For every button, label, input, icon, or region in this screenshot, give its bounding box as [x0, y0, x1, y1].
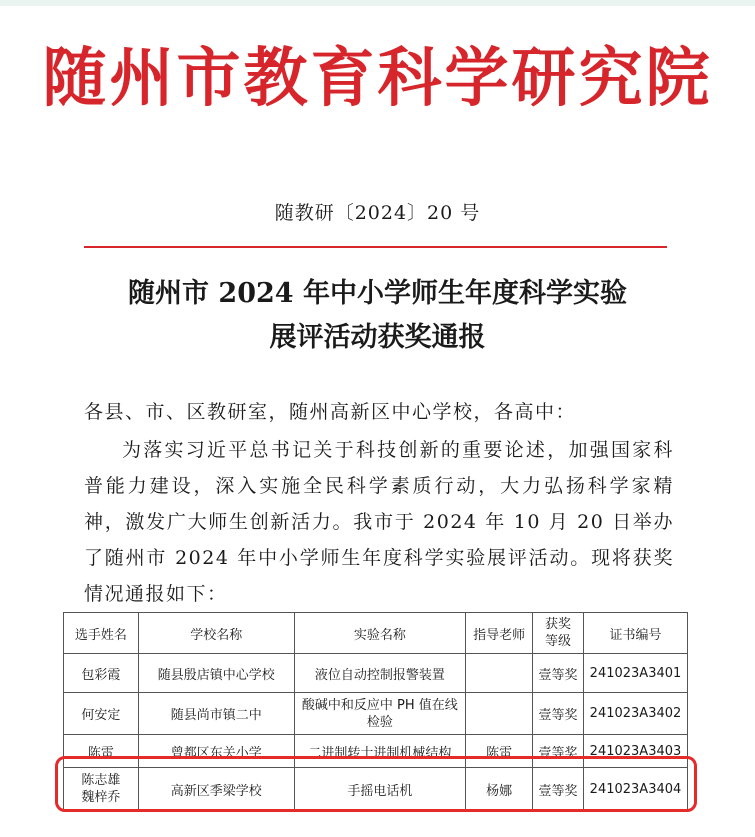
top-band: [0, 0, 755, 6]
header-cell: 学校名称: [138, 613, 294, 654]
table-cell: [466, 693, 533, 735]
table-cell: 高新区季梁学校: [138, 768, 294, 811]
title-line-1: 随州市 2024 年中小学师生年度科学实验: [128, 278, 627, 309]
header-cell: 实验名称: [294, 613, 466, 654]
table-header-row: [64, 613, 688, 654]
table-cell: 壹等奖: [533, 768, 584, 811]
header-cell: 指导老师: [466, 613, 533, 654]
header-cell: 选手姓名: [64, 613, 139, 654]
table-cell: 杨娜: [466, 768, 533, 811]
table-cell: 壹等奖: [533, 735, 584, 768]
table-cell: 241023A3404: [583, 768, 687, 811]
table-cell: 液位自动控制报警装置: [294, 654, 466, 693]
table-row: [64, 654, 688, 693]
table-row: [64, 693, 688, 735]
table-cell: 壹等奖: [533, 654, 584, 693]
table-cell: 何安定: [64, 693, 139, 735]
issuer-header: 随州市教育科学研究院: [42, 41, 713, 116]
table-cell: 手摇电话机: [294, 768, 466, 811]
table-cell: 随县殷店镇中心学校: [138, 654, 294, 693]
table-cell: 包彩霞: [64, 654, 139, 693]
table-cell: 241023A3402: [583, 693, 687, 735]
document-title: [0, 272, 755, 360]
table-cell: 曾都区东关小学: [138, 735, 294, 768]
table-cell: 壹等奖: [533, 693, 584, 735]
table-cell: 二进制转十进制机械结构: [294, 735, 466, 768]
table-cell: 酸碱中和反应中 PH 值在线 检验: [294, 693, 466, 735]
table-cell: [466, 654, 533, 693]
title-line-2: 展评活动获奖通报: [269, 322, 486, 353]
highlight-box: [55, 756, 697, 812]
table-cell: 陈雷: [466, 735, 533, 768]
table-cell: 随县尚市镇二中: [138, 693, 294, 735]
table-cell: 陈志雄 魏梓乔: [64, 768, 139, 811]
body-paragraph: 为落实习近平总书记关于科技创新的重要论述，加强国家科普能力建设，深入实施全民科学素质行动，大力弘扬科学家精神，激发广大师生创新活力。我市于 2024 年 10 月 20 日举办了随州市 2024 年中小学师生年度科学实验展评活动。现将获奖情况通报如下：: [84, 439, 674, 605]
table-cell: 陈雷: [64, 735, 139, 768]
addressees: 各县、市、区教研室，随州高新区中心学校，各高中：: [84, 401, 577, 423]
document-number: 随教研〔2024〕20 号: [274, 202, 481, 224]
header-cell: 证书编号: [583, 613, 687, 654]
red-separator-line: [84, 246, 667, 248]
table-cell: 241023A3403: [583, 735, 687, 768]
header-cell: 获奖 等级: [533, 613, 584, 654]
table-cell: 241023A3401: [583, 654, 687, 693]
